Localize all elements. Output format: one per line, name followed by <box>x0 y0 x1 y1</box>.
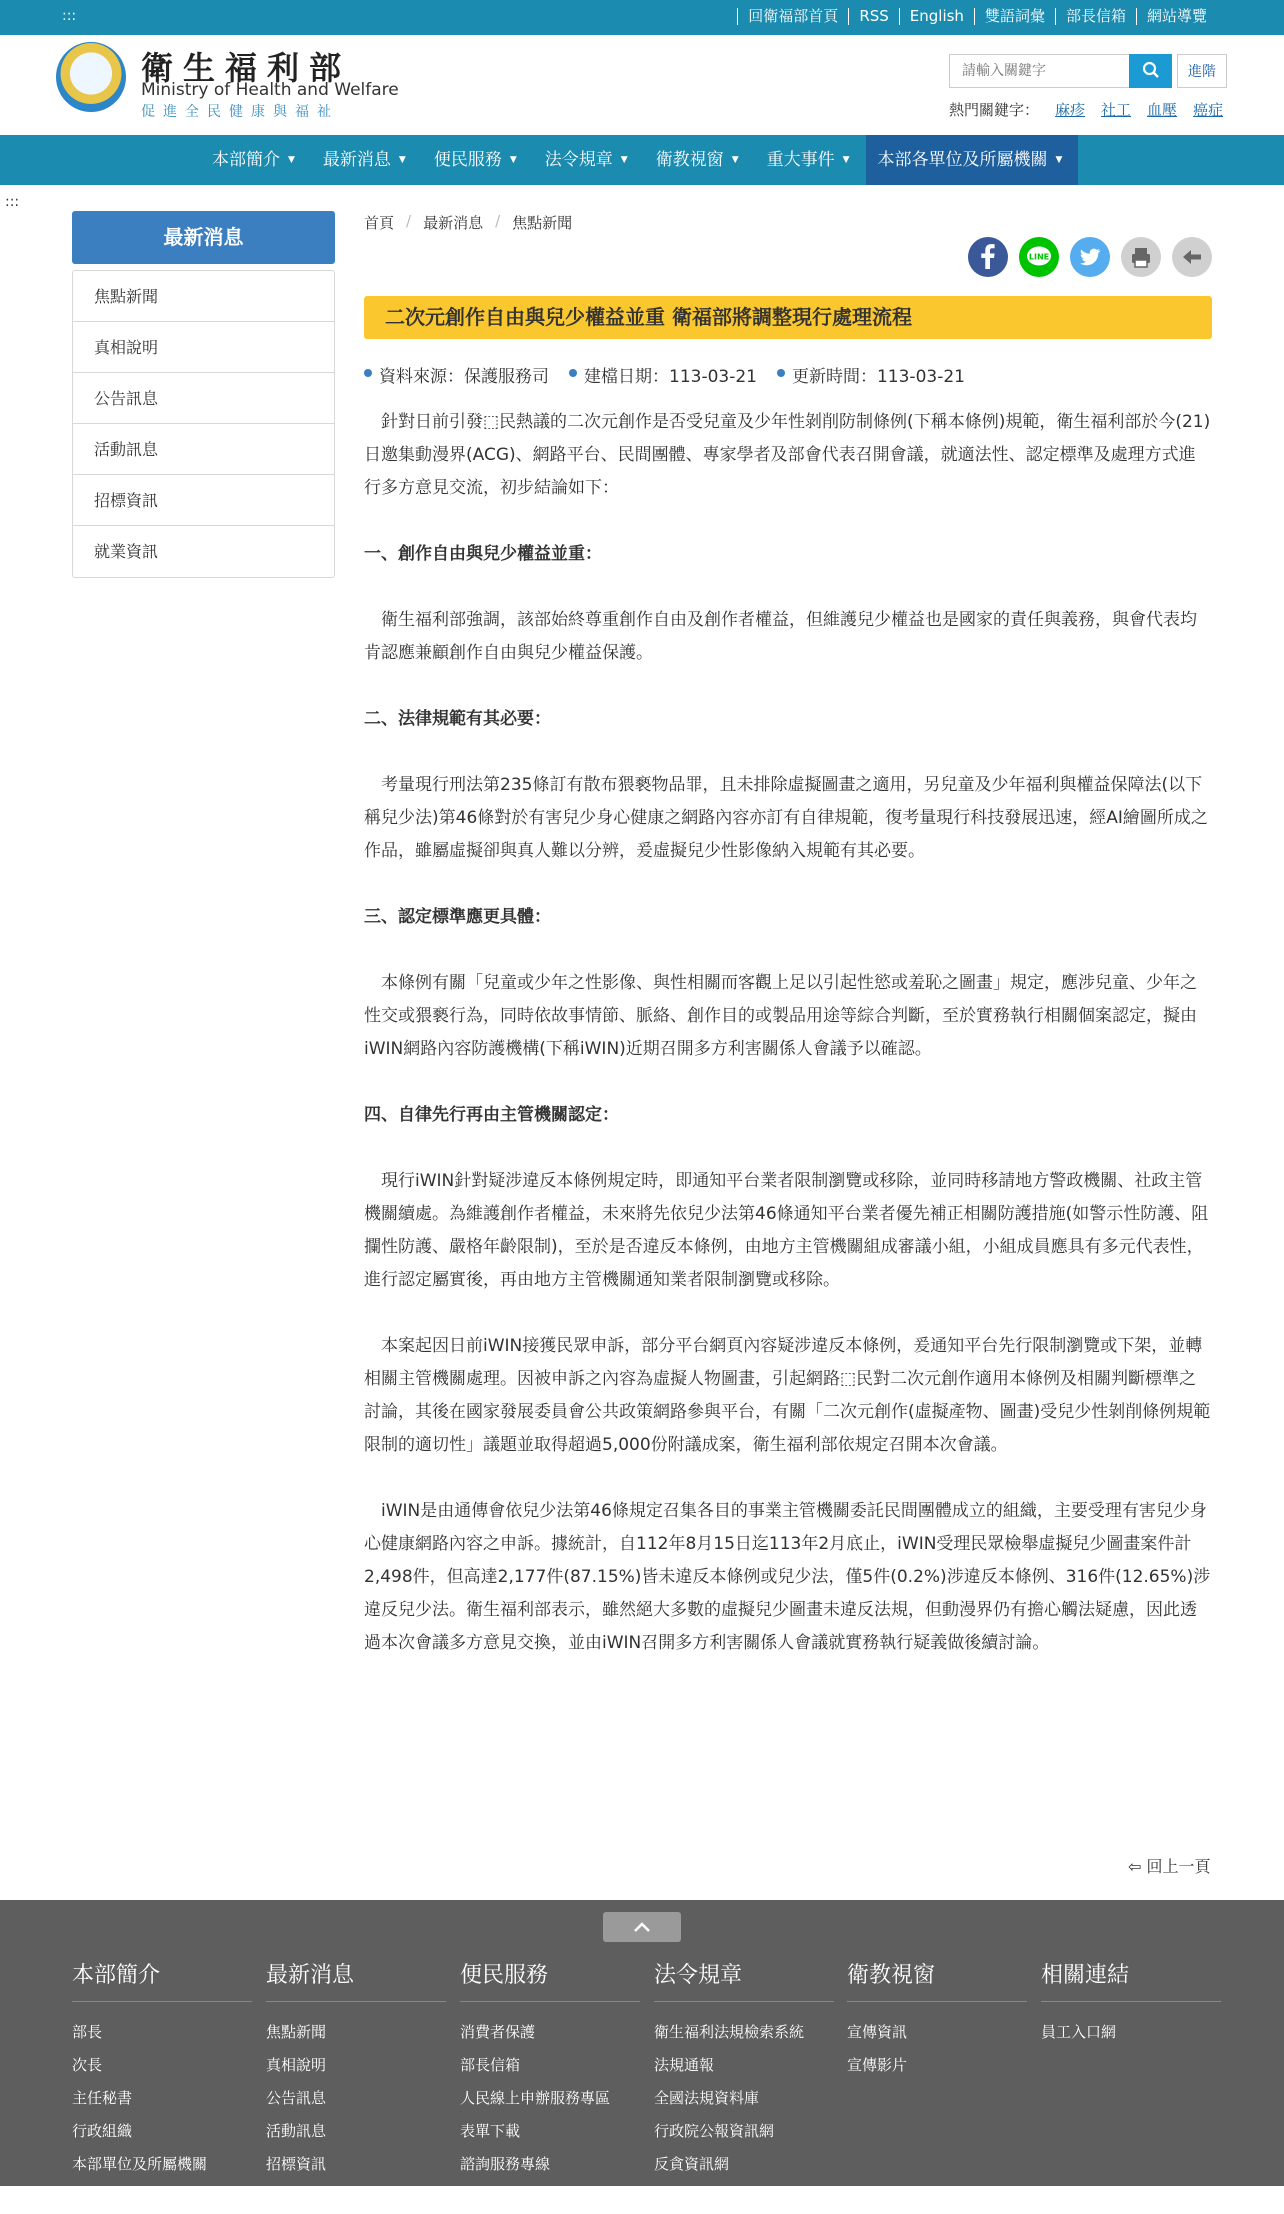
article-heading: 一、創作自由與兒少權益並重： <box>364 544 602 564</box>
footer-column-title: 本部簡介 <box>72 1958 252 2002</box>
breadcrumb-home[interactable]: 首頁 <box>364 214 395 232</box>
breadcrumb-focus-news[interactable]: 焦點新聞 <box>512 214 573 232</box>
footer-link[interactable]: 焦點新聞 <box>266 2023 327 2041</box>
facebook-share-button[interactable] <box>968 237 1008 277</box>
chevron-up-icon <box>603 1912 681 1942</box>
footer-column-title: 便民服務 <box>460 1958 640 2002</box>
top-link-rss[interactable]: RSS <box>848 8 898 25</box>
article-paragraph: 衛生福利部強調，該部始終尊重創作自由及創作者權益，但維護兒少權益也是國家的責任與義務，與會代表均肯認應兼顧創作自由與兒少權益保護。 <box>364 610 1197 663</box>
footer-link[interactable]: 當韓法專區 <box>654 2188 730 2206</box>
article-heading: 四、自律先行再由主管機關認定： <box>364 1105 619 1125</box>
footer-link[interactable]: 行政組織 <box>72 2122 133 2140</box>
sidebar-menu <box>72 270 335 578</box>
footer-link[interactable]: 公告訊息 <box>266 2089 327 2107</box>
caret-down-icon: ▼ <box>398 155 406 165</box>
site-title-en: Ministry of Health and Welfare <box>141 80 399 100</box>
footer-link[interactable]: 招標資訊 <box>266 2155 327 2173</box>
article-paragraph: 本案起因日前iWIN接獲民眾申訴，部分平台網頁內容疑涉違反本條例，爰通知平台先行限制瀏覽或下架，並轉相關主管機關處理。因被申訴之內容為虛擬人物圖畫，引起網路⬚民對二次元創作適用本條例及相關判斷標準之討論，其後在國家發展委員會公共政策網路參與平台，有關「二次元創作(虛擬產物、圖畫)受兒少性剝削條例規範限制的適切性」議題並取得超過5,000份附議成案，衛生福利部依規定召開本次會議。 <box>364 1336 1211 1455</box>
hot-keyword[interactable]: 血壓 <box>1147 101 1178 119</box>
footer-link[interactable]: 政府出版品 <box>460 2188 536 2206</box>
top-link-mailbox[interactable]: 部長信箱 <box>1055 8 1136 25</box>
hot-keywords-label: 熱門關鍵字： <box>949 101 1040 119</box>
top-links <box>737 8 1217 25</box>
footer-link[interactable]: 表單下載 <box>460 2122 521 2140</box>
sidebar-item-focus-news[interactable]: 焦點新聞 <box>73 271 334 322</box>
top-link-sitemap[interactable]: 網站導覽 <box>1136 8 1217 25</box>
breadcrumb-news[interactable]: 最新消息 <box>423 214 484 232</box>
caret-down-icon: ▼ <box>842 155 850 165</box>
caret-down-icon: ▼ <box>509 155 517 165</box>
sidebar-item-clarification[interactable]: 真相說明 <box>73 322 334 373</box>
nav-item-regulations[interactable]: 法令規章 ▼ <box>544 150 628 170</box>
footer-column-title: 相關連結 <box>1041 1958 1221 2002</box>
advanced-search-button[interactable]: 進階 <box>1177 54 1227 88</box>
article-paragraph: iWIN是由通傳會依兒少法第46條規定召集各目的事業主管機關委託民間團體成立的組織，主要受理有害兒少身心健康網路內容之申訴。據統計，自112年8月15日迄113年2月底止，iWIN受理民眾檢舉虛擬兒少圖畫案件計2,498件，但高達2,177件(87.15%)皆未違反本條例或兒少法，僅5件(0.2%)涉違反本條例、316件(12.65%)涉違反兒少法。衛生福利部表示，雖然絕大多數的虛擬兒少圖畫未違反法規，但動漫界仍有擔心觸法疑慮，因此透過本次會議多方意見交換，並由iWIN召開多方利害關係人會議就實務執行疑義做後續討論。 <box>364 1501 1211 1653</box>
footer-link[interactable]: 全國法規資料庫 <box>654 2089 760 2107</box>
top-link-glossary[interactable]: 雙語詞彙 <box>974 8 1055 25</box>
footer-link[interactable]: 部長 <box>72 2023 103 2041</box>
search-input[interactable] <box>949 54 1129 88</box>
nav-item-agencies[interactable]: 本部各單位及所屬機關 ▼ <box>866 135 1079 185</box>
sidebar-title: 最新消息 <box>72 211 335 264</box>
footer-link[interactable]: 衛生福利委員會 <box>72 2188 178 2206</box>
footer-link[interactable]: 就業資訊 <box>266 2188 327 2206</box>
footer-link[interactable]: 行政院公報資訊網 <box>654 2122 775 2140</box>
footer-link[interactable]: 諮詢服務專線 <box>460 2155 551 2173</box>
nav-item-health-education[interactable]: 衛教視窗 ▼ <box>655 150 739 170</box>
search-button[interactable] <box>1129 54 1172 88</box>
footer-link[interactable]: 主任秘書 <box>72 2089 133 2107</box>
article-intro: 針對日前引發⬚民熱議的二次元創作是否受兒童及少年性剝削防制條例(下稱本條例)規範，衛生福利部於今(21)日邀集動漫界(ACG)、網路平台、民間團體、專家學者及部會代表召開會議，就適法性、認定標準及處理方式進行多方意見交流，初步結論如下： <box>364 412 1211 498</box>
nav-item-services[interactable]: 便民服務 ▼ <box>433 150 517 170</box>
article-paragraph: 考量現行刑法第235條訂有散布猥褻物品罪，且未排除虛擬圖畫之適用，另兒童及少年福利與權益保障法(以下稱兒少法)第46條對於有害兒少身心健康之網路內容亦訂有自律規範，復考量現行科技發展迅速，經AI繪圖所成之作品，雖屬虛擬卻與真人難以分辨，爰虛擬兒少性影像納入規範有其必要。 <box>364 775 1208 861</box>
footer-column-news <box>266 1958 446 2214</box>
footer-column-regulations <box>654 1958 834 2214</box>
footer-column-related-links <box>1041 1958 1221 2049</box>
ministry-logo-icon[interactable] <box>56 42 126 112</box>
svg-text:LINE: LINE <box>1028 252 1050 262</box>
caret-down-icon: ▼ <box>1055 155 1063 165</box>
facebook-icon <box>968 237 1008 277</box>
hot-keywords <box>949 99 1223 120</box>
accesskey-center[interactable]: ::: <box>5 194 20 210</box>
footer-link[interactable]: 本部單位及所屬機關 <box>72 2155 208 2173</box>
nav-item-major-events[interactable]: 重大事件 ▼ <box>766 150 850 170</box>
footer-link[interactable]: 員工入口網 <box>1041 2023 1117 2041</box>
footer-column-about <box>72 1958 252 2214</box>
top-link-english[interactable]: English <box>899 8 974 25</box>
footer-link[interactable]: 宣傳影片 <box>847 2056 908 2074</box>
footer-link[interactable]: 反貪資訊網 <box>654 2155 730 2173</box>
site-header <box>0 35 1284 135</box>
footer-link[interactable]: 真相說明 <box>266 2056 327 2074</box>
top-bar <box>0 0 1284 35</box>
article-body <box>364 406 1212 1693</box>
footer-column-title: 衛教視窗 <box>847 1958 1027 2002</box>
twitter-icon <box>1070 237 1110 277</box>
article-paragraph: 本條例有關「兒童或少年之性影像、與性相關而客觀上足以引起性慾或羞恥之圖畫」規定，應涉兒童、少年之性交或猥褻行為，同時依故事情節、脈絡、創作目的或製品用途等綜合判斷，至於實務執行相關個案認定，擬由iWIN網路內容防護機構(下稱iWIN)近期召開多方利害關係人會議予以確認。 <box>364 973 1197 1059</box>
article-source: 資料來源：保護服務司 <box>364 362 549 387</box>
sidebar-item-tenders[interactable]: 招標資訊 <box>73 475 334 526</box>
footer-link[interactable]: 人民線上申辦服務專區 <box>460 2089 611 2107</box>
nav-item-news[interactable]: 最新消息 ▼ <box>322 150 406 170</box>
site-footer <box>0 1900 1284 2206</box>
footer-link[interactable]: 活動訊息 <box>266 2122 327 2140</box>
footer-link[interactable]: 衛生福利法規檢索系統 <box>654 2023 805 2041</box>
sidebar-item-announcements[interactable]: 公告訊息 <box>73 373 334 424</box>
footer-link[interactable]: 法規通報 <box>654 2056 715 2074</box>
footer-column-title: 法令規章 <box>654 1958 834 2002</box>
footer-column-services <box>460 1958 640 2214</box>
twitter-share-button[interactable] <box>1070 237 1110 277</box>
article-created-date: 建檔日期：113-03-21 <box>569 362 757 387</box>
article-title: 二次元創作自由與兒少權益並重 衛福部將調整現行處理流程 <box>364 296 1212 339</box>
back-to-previous-link[interactable]: ⇦ 回上一頁 <box>1128 1857 1211 1876</box>
line-share-button[interactable] <box>1019 237 1059 277</box>
footer-column-title: 最新消息 <box>266 1958 446 2002</box>
site-slogan: 促進全民健康與福祉 <box>141 104 339 120</box>
print-icon <box>1121 237 1161 277</box>
hot-keyword[interactable]: 麻疹 <box>1055 101 1086 119</box>
caret-down-icon: ▼ <box>620 155 628 165</box>
search-icon <box>1142 61 1160 79</box>
hot-keyword[interactable]: 癌症 <box>1193 101 1224 119</box>
line-icon <box>1019 237 1059 277</box>
hot-keyword[interactable]: 社工 <box>1101 101 1132 119</box>
footer-link[interactable]: 部長信箱 <box>460 2056 521 2074</box>
caret-down-icon: ▼ <box>731 155 739 165</box>
site-title-zh[interactable]: 衛生福利部 <box>141 49 352 87</box>
caret-down-icon: ▼ <box>288 155 295 165</box>
footer-link[interactable]: 消費者保護 <box>460 2023 536 2041</box>
article-heading: 二、法律規範有其必要： <box>364 709 551 729</box>
nav-item-about[interactable]: 本部簡介 ▼ <box>212 150 295 170</box>
top-link-home[interactable]: 回衛福部首頁 <box>737 8 848 25</box>
footer-link[interactable]: 次長 <box>72 2056 103 2074</box>
sidebar-item-jobs[interactable]: 就業資訊 <box>94 542 159 561</box>
article-updated-date: 更新時間：113-03-21 <box>777 362 965 387</box>
scroll-top-button[interactable] <box>603 1912 681 1942</box>
back-button[interactable] <box>1172 237 1212 277</box>
main-nav <box>0 135 1284 185</box>
article-paragraph: 現行iWIN針對疑涉違反本條例規定時，即通知平台業者限制瀏覽或移除，並同時移請地方警政機關、社政主管機關續處。為維護創作者權益，未來將先依兒少法第46條通知平台業者優先補正相關防護措施(如警示性防護、阻攔性防護、嚴格年齡限制)，至於是否違反本條例，由地方主管機關組成審議小組，小組成員應具有多元代表性，進行認定屬實後，再由地方主管機關通知業者限制瀏覽或移除。 <box>364 1171 1209 1290</box>
article-meta <box>364 362 965 387</box>
back-arrow-icon: ⇦ <box>1128 1857 1142 1876</box>
print-button[interactable] <box>1121 237 1161 277</box>
sidebar-item-events[interactable]: 活動訊息 <box>73 424 334 475</box>
article-heading: 三、認定標準應更具體： <box>364 907 551 927</box>
arrow-left-icon <box>1172 237 1212 277</box>
breadcrumb: 首頁 / 最新消息 / 焦點新聞 <box>364 212 573 232</box>
footer-column-health-education <box>847 1958 1027 2082</box>
accesskey-top[interactable]: ::: <box>62 8 77 24</box>
share-toolbar <box>968 237 1212 277</box>
footer-link[interactable]: 宣傳資訊 <box>847 2023 908 2041</box>
